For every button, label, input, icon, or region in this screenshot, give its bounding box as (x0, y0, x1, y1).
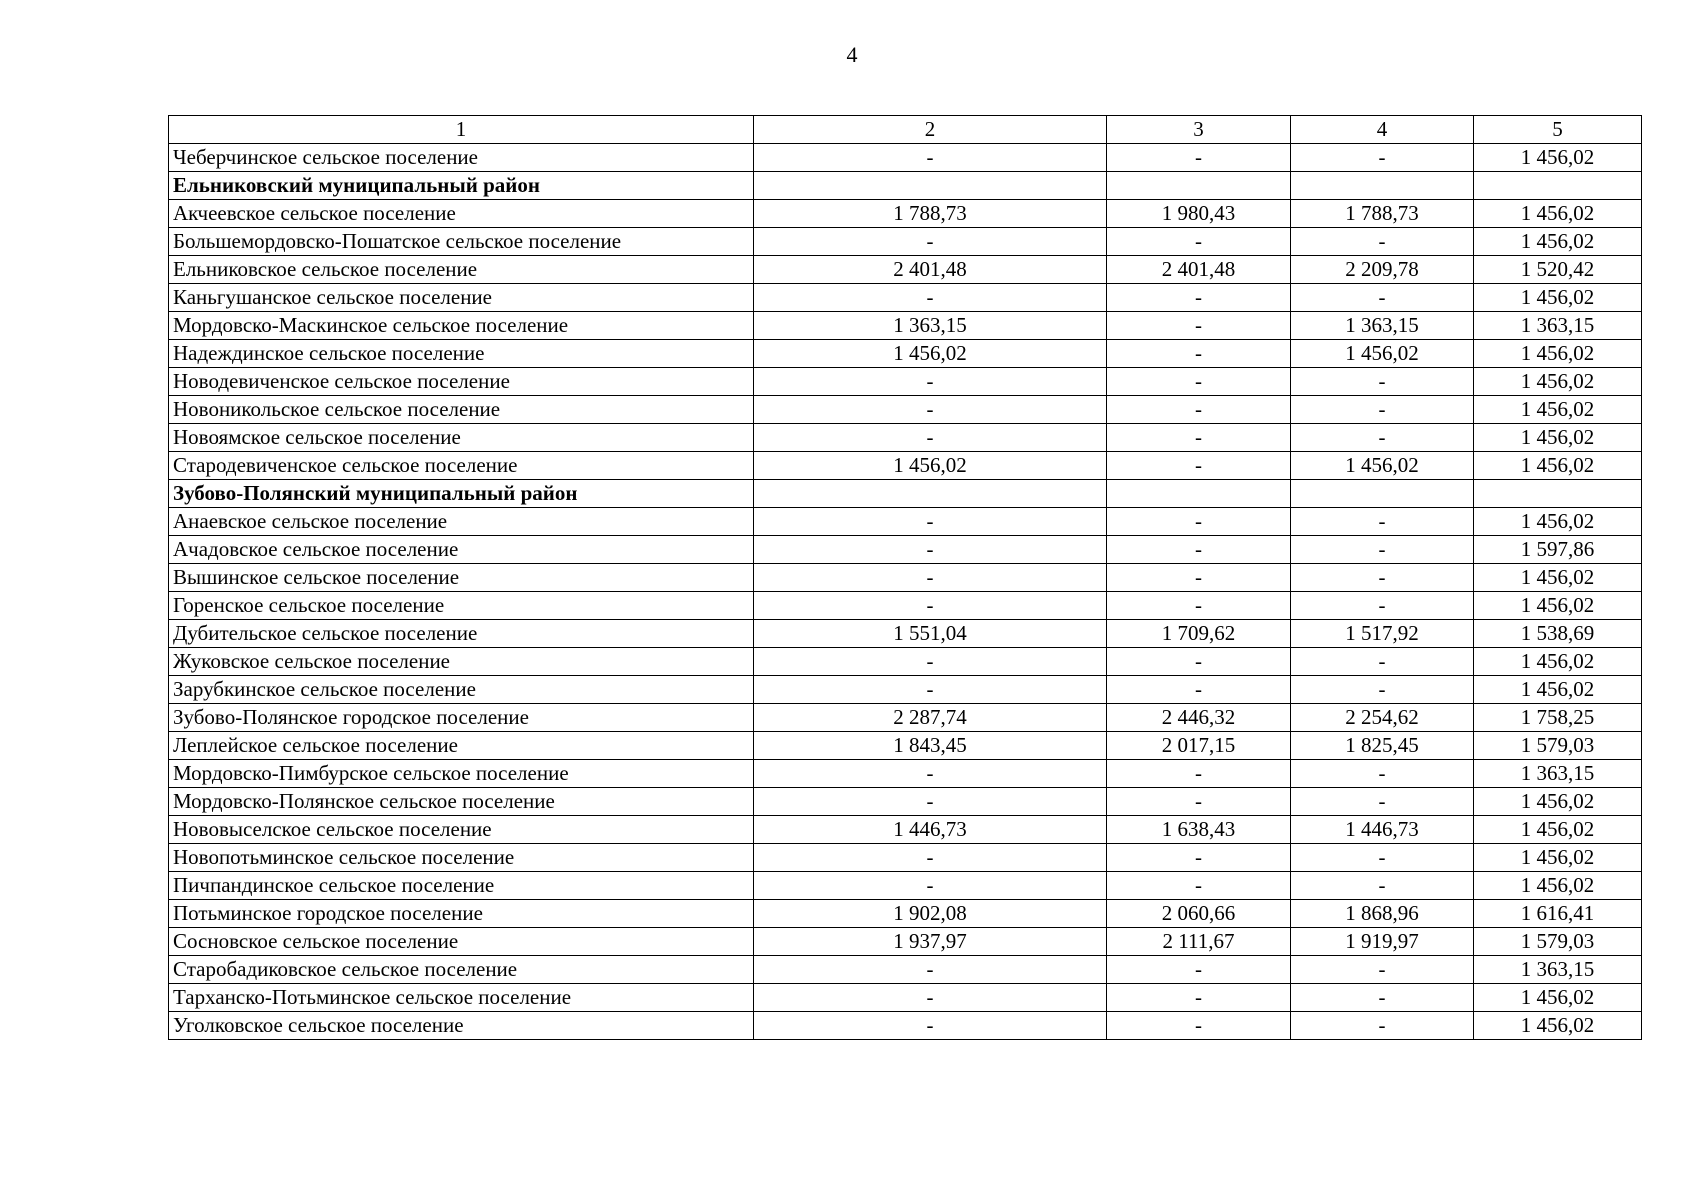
value-cell-col5: 1 363,15 (1474, 956, 1642, 984)
district-heading-row (169, 480, 1642, 508)
table-row (169, 1012, 1642, 1040)
table-row (169, 312, 1642, 340)
value-cell-col2: - (754, 424, 1107, 452)
table-row (169, 732, 1642, 760)
table-row (169, 648, 1642, 676)
value-cell-col4: 1 517,92 (1291, 620, 1474, 648)
value-cell-col5: 1 456,02 (1474, 144, 1642, 172)
table-row (169, 424, 1642, 452)
value-cell-col4: - (1291, 648, 1474, 676)
value-cell-col2: 1 446,73 (754, 816, 1107, 844)
value-cell-col3: - (1107, 676, 1291, 704)
column-header-5: 5 (1474, 116, 1642, 144)
value-cell-col5: 1 456,02 (1474, 228, 1642, 256)
value-cell-col3: - (1107, 956, 1291, 984)
value-cell-col2: - (754, 788, 1107, 816)
value-cell-col4: 1 788,73 (1291, 200, 1474, 228)
table-row (169, 900, 1642, 928)
value-cell-col2: - (754, 144, 1107, 172)
value-cell-col4: - (1291, 284, 1474, 312)
value-cell-col3: - (1107, 536, 1291, 564)
value-cell-col5: 1 538,69 (1474, 620, 1642, 648)
value-cell-col4: - (1291, 760, 1474, 788)
value-cell-col3: 2 401,48 (1107, 256, 1291, 284)
column-header-3: 3 (1107, 116, 1291, 144)
value-cell-col5 (1474, 172, 1642, 200)
settlement-name-cell: Анаевское сельское поселение (169, 508, 754, 536)
value-cell-col3 (1107, 480, 1291, 508)
value-cell-col4: - (1291, 564, 1474, 592)
value-cell-col2: - (754, 536, 1107, 564)
table-row (169, 928, 1642, 956)
value-cell-col4: 1 919,97 (1291, 928, 1474, 956)
value-cell-col3: - (1107, 396, 1291, 424)
value-cell-col3: - (1107, 872, 1291, 900)
value-cell-col4: - (1291, 676, 1474, 704)
value-cell-col4: - (1291, 1012, 1474, 1040)
value-cell-col5: 1 456,02 (1474, 788, 1642, 816)
value-cell-col5: 1 456,02 (1474, 508, 1642, 536)
value-cell-col2: - (754, 956, 1107, 984)
value-cell-col3: - (1107, 312, 1291, 340)
value-cell-col5: 1 456,02 (1474, 984, 1642, 1012)
settlement-name-cell: Мордовско-Пимбурское сельское поселение (169, 760, 754, 788)
value-cell-col5: 1 456,02 (1474, 284, 1642, 312)
value-cell-col4: - (1291, 788, 1474, 816)
table-row (169, 144, 1642, 172)
value-cell-col4: - (1291, 424, 1474, 452)
table-row (169, 816, 1642, 844)
column-header-2: 2 (754, 116, 1107, 144)
settlement-name-cell: Зарубкинское сельское поселение (169, 676, 754, 704)
table-row (169, 788, 1642, 816)
value-cell-col2: - (754, 844, 1107, 872)
table-row (169, 452, 1642, 480)
value-cell-col4: - (1291, 872, 1474, 900)
value-cell-col5: 1 456,02 (1474, 424, 1642, 452)
table-row (169, 676, 1642, 704)
value-cell-col3: - (1107, 284, 1291, 312)
table-row (169, 200, 1642, 228)
value-cell-col5: 1 456,02 (1474, 676, 1642, 704)
value-cell-col4: 1 825,45 (1291, 732, 1474, 760)
table-body (169, 144, 1642, 1040)
settlement-name-cell: Мордовско-Полянское сельское поселение (169, 788, 754, 816)
value-cell-col4: 1 868,96 (1291, 900, 1474, 928)
value-cell-col2: 1 456,02 (754, 452, 1107, 480)
value-cell-col3: - (1107, 368, 1291, 396)
value-cell-col5: 1 456,02 (1474, 368, 1642, 396)
value-cell-col2: 1 788,73 (754, 200, 1107, 228)
value-cell-col4: - (1291, 508, 1474, 536)
value-cell-col2: - (754, 872, 1107, 900)
value-cell-col3: 2 017,15 (1107, 732, 1291, 760)
table-row (169, 396, 1642, 424)
value-cell-col4: 1 456,02 (1291, 340, 1474, 368)
table-row (169, 984, 1642, 1012)
data-table (168, 115, 1642, 1040)
table-row (169, 620, 1642, 648)
value-cell-col4: - (1291, 144, 1474, 172)
value-cell-col5: 1 456,02 (1474, 340, 1642, 368)
value-cell-col4: 2 254,62 (1291, 704, 1474, 732)
value-cell-col5: 1 363,15 (1474, 312, 1642, 340)
value-cell-col4: - (1291, 844, 1474, 872)
value-cell-col5: 1 363,15 (1474, 760, 1642, 788)
value-cell-col2: - (754, 508, 1107, 536)
settlement-name-cell: Стародевиченское сельское поселение (169, 452, 754, 480)
value-cell-col3: - (1107, 648, 1291, 676)
value-cell-col2: - (754, 760, 1107, 788)
value-cell-col2: - (754, 984, 1107, 1012)
value-cell-col5: 1 579,03 (1474, 732, 1642, 760)
value-cell-col4: 1 456,02 (1291, 452, 1474, 480)
value-cell-col4: 1 446,73 (1291, 816, 1474, 844)
column-header-4: 4 (1291, 116, 1474, 144)
value-cell-col5 (1474, 480, 1642, 508)
value-cell-col2 (754, 172, 1107, 200)
value-cell-col3: 1 638,43 (1107, 816, 1291, 844)
value-cell-col3: 1 980,43 (1107, 200, 1291, 228)
value-cell-col5: 1 758,25 (1474, 704, 1642, 732)
value-cell-col5: 1 456,02 (1474, 844, 1642, 872)
value-cell-col3: 2 060,66 (1107, 900, 1291, 928)
value-cell-col2: - (754, 676, 1107, 704)
settlement-name-cell: Чеберчинское сельское поселение (169, 144, 754, 172)
value-cell-col3: 1 709,62 (1107, 620, 1291, 648)
table-row (169, 340, 1642, 368)
value-cell-col4: 1 363,15 (1291, 312, 1474, 340)
table-row (169, 284, 1642, 312)
table-row (169, 368, 1642, 396)
value-cell-col5: 1 456,02 (1474, 816, 1642, 844)
value-cell-col2: - (754, 564, 1107, 592)
value-cell-col3: - (1107, 564, 1291, 592)
settlement-name-cell: Ачадовское сельское поселение (169, 536, 754, 564)
value-cell-col2: 1 551,04 (754, 620, 1107, 648)
value-cell-col3: - (1107, 1012, 1291, 1040)
settlement-name-cell: Новоникольское сельское поселение (169, 396, 754, 424)
table-row (169, 228, 1642, 256)
value-cell-col5: 1 456,02 (1474, 200, 1642, 228)
settlement-name-cell: Леплейское сельское поселение (169, 732, 754, 760)
settlement-name-cell: Жуковское сельское поселение (169, 648, 754, 676)
value-cell-col5: 1 456,02 (1474, 872, 1642, 900)
value-cell-col3: - (1107, 844, 1291, 872)
value-cell-col3: - (1107, 984, 1291, 1012)
value-cell-col3: - (1107, 508, 1291, 536)
value-cell-col4: - (1291, 536, 1474, 564)
district-name-cell: Ельниковский муниципальный район (169, 172, 754, 200)
value-cell-col3: - (1107, 788, 1291, 816)
settlement-name-cell: Акчеевское сельское поселение (169, 200, 754, 228)
value-cell-col3: - (1107, 424, 1291, 452)
value-cell-col5: 1 456,02 (1474, 452, 1642, 480)
table-row (169, 256, 1642, 284)
header-row (169, 116, 1642, 144)
value-cell-col5: 1 597,86 (1474, 536, 1642, 564)
table-row (169, 536, 1642, 564)
value-cell-col2: - (754, 648, 1107, 676)
value-cell-col4 (1291, 480, 1474, 508)
table-row (169, 844, 1642, 872)
table-row (169, 508, 1642, 536)
value-cell-col5: 1 456,02 (1474, 396, 1642, 424)
value-cell-col3: 2 111,67 (1107, 928, 1291, 956)
district-name-cell: Зубово-Полянский муниципальный район (169, 480, 754, 508)
settlement-name-cell: Новоямское сельское поселение (169, 424, 754, 452)
settlement-name-cell: Зубово-Полянское городское поселение (169, 704, 754, 732)
value-cell-col2: 1 843,45 (754, 732, 1107, 760)
settlement-name-cell: Старобадиковское сельское поселение (169, 956, 754, 984)
table-row (169, 704, 1642, 732)
settlement-name-cell: Пичпандинское сельское поселение (169, 872, 754, 900)
value-cell-col2: 1 363,15 (754, 312, 1107, 340)
value-cell-col2: - (754, 592, 1107, 620)
settlement-name-cell: Ельниковское сельское поселение (169, 256, 754, 284)
settlement-name-cell: Большемордовско-Пошатское сельское поселение (169, 228, 754, 256)
settlement-name-cell: Дубительское сельское поселение (169, 620, 754, 648)
value-cell-col2: 1 937,97 (754, 928, 1107, 956)
table-row (169, 956, 1642, 984)
page-number: 4 (846, 42, 858, 67)
value-cell-col2: 2 401,48 (754, 256, 1107, 284)
value-cell-col2: - (754, 396, 1107, 424)
table-header (169, 116, 1642, 144)
value-cell-col3: - (1107, 592, 1291, 620)
value-cell-col3 (1107, 172, 1291, 200)
value-cell-col4: 2 209,78 (1291, 256, 1474, 284)
value-cell-col4 (1291, 172, 1474, 200)
value-cell-col2: 1 902,08 (754, 900, 1107, 928)
settlement-name-cell: Сосновское сельское поселение (169, 928, 754, 956)
value-cell-col3: - (1107, 760, 1291, 788)
value-cell-col5: 1 456,02 (1474, 1012, 1642, 1040)
value-cell-col4: - (1291, 396, 1474, 424)
value-cell-col5: 1 456,02 (1474, 648, 1642, 676)
settlement-name-cell: Нововыселское сельское поселение (169, 816, 754, 844)
value-cell-col2: - (754, 284, 1107, 312)
value-cell-col2: 1 456,02 (754, 340, 1107, 368)
settlement-name-cell: Каньгушанское сельское поселение (169, 284, 754, 312)
value-cell-col4: - (1291, 592, 1474, 620)
settlement-name-cell: Уголковское сельское поселение (169, 1012, 754, 1040)
value-cell-col2: 2 287,74 (754, 704, 1107, 732)
value-cell-col5: 1 456,02 (1474, 592, 1642, 620)
table-row (169, 872, 1642, 900)
settlement-name-cell: Вышинское сельское поселение (169, 564, 754, 592)
table-row (169, 760, 1642, 788)
value-cell-col5: 1 616,41 (1474, 900, 1642, 928)
value-cell-col3: - (1107, 228, 1291, 256)
district-heading-row (169, 172, 1642, 200)
value-cell-col5: 1 520,42 (1474, 256, 1642, 284)
value-cell-col3: - (1107, 144, 1291, 172)
settlement-name-cell: Новодевиченское сельское поселение (169, 368, 754, 396)
settlement-name-cell: Надеждинское сельское поселение (169, 340, 754, 368)
settlement-name-cell: Горенское сельское поселение (169, 592, 754, 620)
settlement-name-cell: Тарханско-Потьминское сельское поселение (169, 984, 754, 1012)
value-cell-col4: - (1291, 228, 1474, 256)
value-cell-col2: - (754, 1012, 1107, 1040)
value-cell-col5: 1 579,03 (1474, 928, 1642, 956)
value-cell-col3: - (1107, 452, 1291, 480)
settlement-name-cell: Потьминское городское поселение (169, 900, 754, 928)
value-cell-col3: - (1107, 340, 1291, 368)
value-cell-col4: - (1291, 368, 1474, 396)
value-cell-col5: 1 456,02 (1474, 564, 1642, 592)
value-cell-col4: - (1291, 984, 1474, 1012)
value-cell-col2: - (754, 228, 1107, 256)
value-cell-col3: 2 446,32 (1107, 704, 1291, 732)
settlement-name-cell: Новопотьминское сельское поселение (169, 844, 754, 872)
value-cell-col4: - (1291, 956, 1474, 984)
table-row (169, 564, 1642, 592)
settlement-name-cell: Мордовско-Маскинское сельское поселение (169, 312, 754, 340)
column-header-1: 1 (169, 116, 754, 144)
table-row (169, 592, 1642, 620)
value-cell-col2: - (754, 368, 1107, 396)
value-cell-col2 (754, 480, 1107, 508)
